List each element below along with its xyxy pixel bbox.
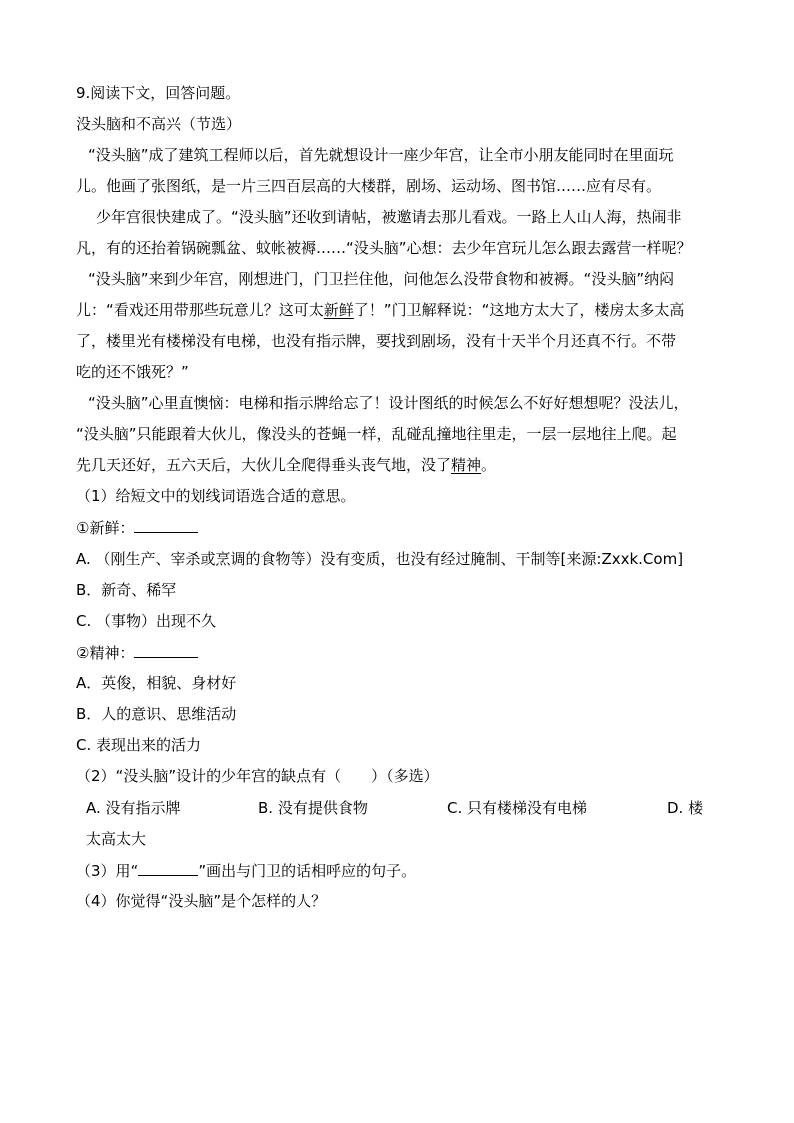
passage-line: 儿。他画了张图纸，是一片三四百层高的大楼群，剧场、运动场、图书馆……应有尽有。 bbox=[76, 177, 662, 195]
q2-option-d: D. 楼 bbox=[667, 799, 704, 817]
answer-blank[interactable] bbox=[134, 642, 198, 658]
option-line: B．人的意识、思维活动 bbox=[76, 705, 237, 723]
q2-option-a: A. 没有指示牌 bbox=[86, 799, 181, 817]
question-heading: 9.阅读下文，回答问题。 bbox=[76, 84, 241, 102]
passage-line bbox=[76, 300, 684, 320]
underline-sample bbox=[138, 860, 198, 876]
option-line: B．新奇、稀罕 bbox=[76, 581, 177, 599]
passage-line: “没头脑”只能跟着大伙儿，像没头的苍蝇一样，乱碰乱撞地往里走，一层一层地往上爬。起 bbox=[76, 425, 677, 443]
q2-option-b: B. 没有提供食物 bbox=[258, 799, 368, 817]
q1-item2 bbox=[76, 642, 198, 662]
q1-item1 bbox=[76, 517, 198, 537]
passage-text: 。 bbox=[481, 456, 497, 474]
answer-blank[interactable] bbox=[134, 517, 198, 533]
option-line: C. 表现出来的活力 bbox=[76, 736, 202, 754]
passage-line: 了，楼里光有楼梯没有电梯，也没有指示牌，要找到剧场，没有十天半个月还真不行。不带 bbox=[76, 332, 677, 350]
q3-text: ”画出与门卫的话相呼应的句子。 bbox=[198, 862, 417, 880]
option-line: C. （事物）出现不久 bbox=[76, 612, 217, 630]
q1-item2-label: ②精神： bbox=[76, 644, 135, 662]
passage-text: 先几天还好，五六天后，大伙儿全爬得垂头丧气地，没了 bbox=[76, 456, 452, 474]
passage-text: 了！”门卫解释说：“这地方太大了，楼房太多太高 bbox=[353, 301, 685, 319]
q3-text: （3）用“ bbox=[76, 862, 139, 880]
option-line: A. （刚生产、宰杀或烹调的食物等）没有变质，也没有经过腌制、干制等[来源:Zxxk.Com] bbox=[76, 550, 684, 568]
q3-prompt bbox=[76, 860, 416, 880]
passage-line: 凡，有的还抬着锅碗瓢盆、蚊帐被褥……“没头脑”心想：去少年宫玩儿怎么跟去露营一样呢？ bbox=[76, 239, 692, 257]
passage-line: 吃的还不饿死？” bbox=[76, 363, 189, 381]
q2-option-d-continued: 太高太大 bbox=[86, 830, 147, 848]
q2-option-c: C. 只有楼梯没有电梯 bbox=[447, 799, 588, 817]
underlined-word-xinxian: 新鲜 bbox=[323, 301, 354, 319]
underlined-word-jingshen: 精神 bbox=[451, 456, 482, 474]
passage-text: 儿：“看戏还用带那些玩意儿？这可太 bbox=[76, 301, 324, 319]
passage-line: “没头脑”来到少年宫，刚想进门，门卫拦住他，问他怎么没带食物和被褥。“没头脑”纳闷 bbox=[88, 270, 675, 288]
passage-line: 少年宫很快建成了。“没头脑”还收到请帖，被邀请去那儿看戏。一路上人山人海，热闹非 bbox=[96, 208, 682, 226]
passage-line bbox=[76, 455, 496, 475]
passage-title: 没头脑和不高兴（节选） bbox=[76, 115, 242, 133]
q2-prompt: （2）“没头脑”设计的少年宫的缺点有（ ）（多选） bbox=[76, 767, 439, 785]
passage-line: “没头脑”心里直懊恼：电梯和指示牌给忘了！设计图纸的时候怎么不好好想想呢？没法儿， bbox=[88, 394, 689, 412]
q1-prompt: （1）给短文中的划线词语选合适的意思。 bbox=[76, 487, 356, 505]
passage-line: “没头脑”成了建筑工程师以后，首先就想设计一座少年宫，让全市小朋友能同时在里面玩 bbox=[88, 146, 674, 164]
q4-prompt: （4）你觉得“没头脑”是个怎样的人？ bbox=[76, 892, 327, 910]
q1-item1-label: ①新鲜： bbox=[76, 519, 135, 537]
option-line: A．英俊，相貌、身材好 bbox=[76, 674, 237, 692]
